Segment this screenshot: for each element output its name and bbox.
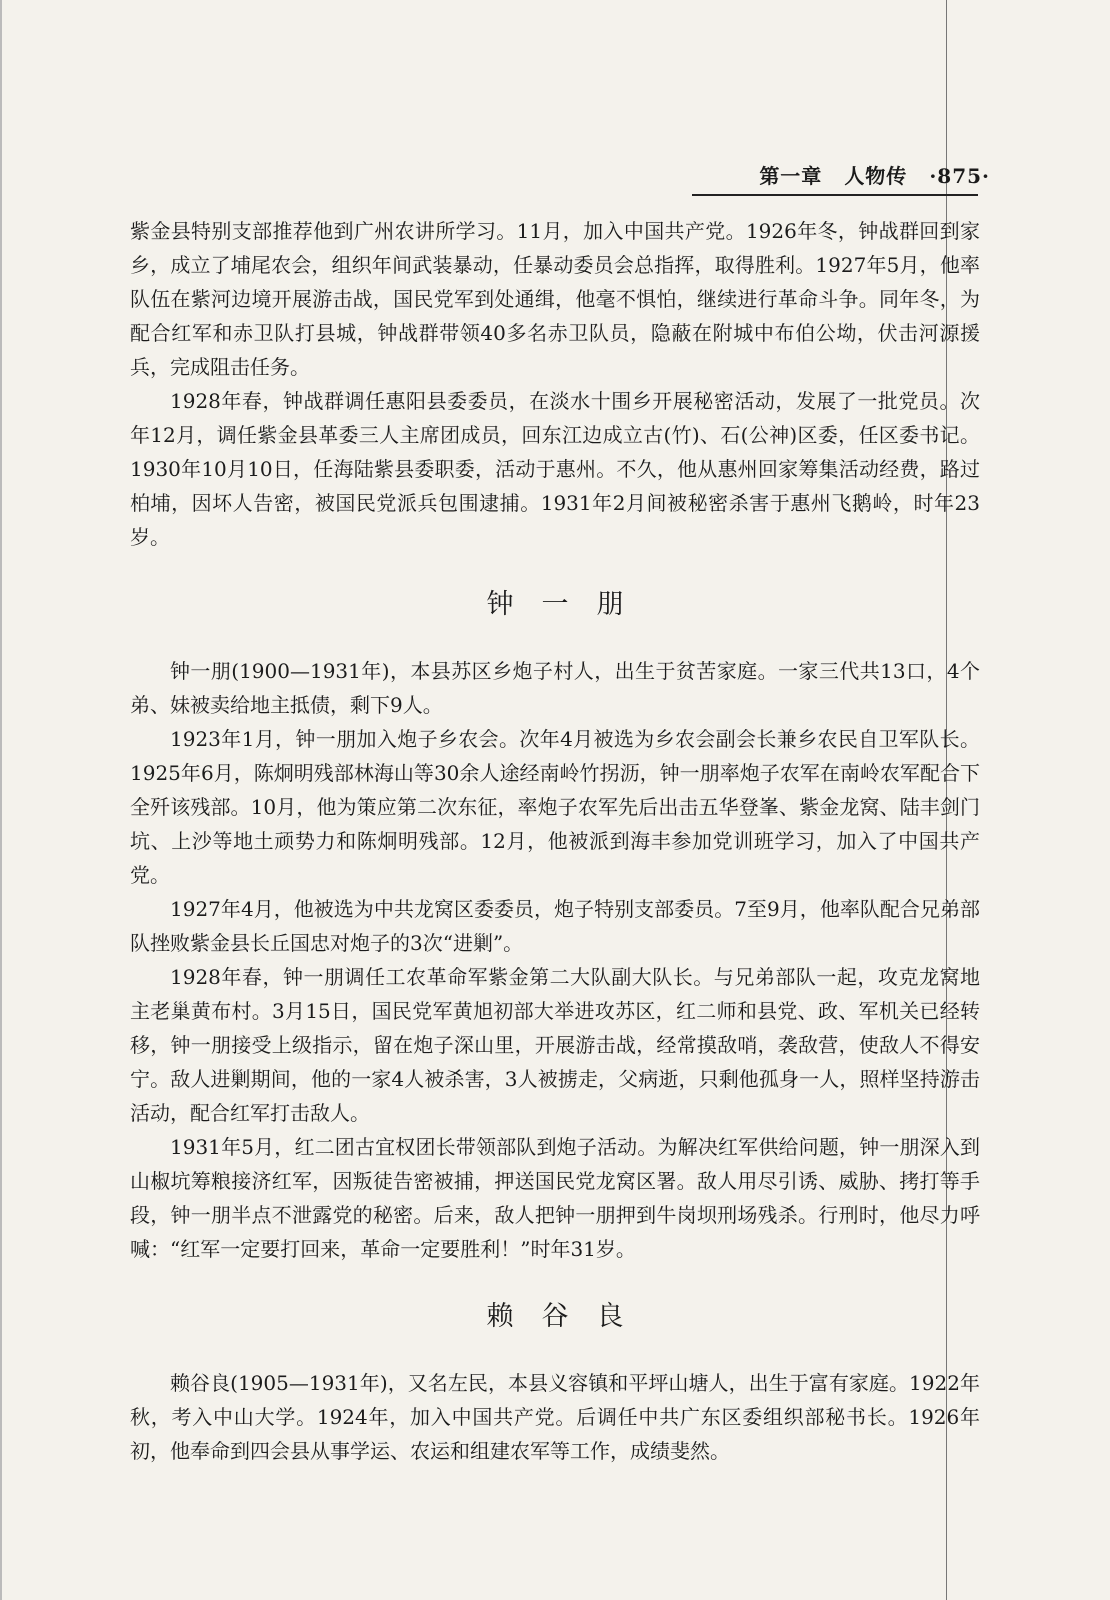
paragraph: 赖谷良(1905—1931年)，又名左民，本县义容镇和平坪山塘人，出生于富有家庭。1922年秋，考入中山大学。1924年，加入中国共产党。后调任中共广东区委组织部秘书长。1926年初，他奉命到四会县从事学运、农运和组建农军等工作，成绩斐然。 [130, 1371, 980, 1463]
biography-heading-lai-guliang: 赖谷良 [486, 1301, 652, 1332]
paragraph: 1928年春，钟一朋调任工农革命军紫金第二大队副大队长。与兄弟部队一起，攻克龙窝地主老巢黄布村。3月15日，国民党军黄旭初部大举进攻苏区，红二师和县党、政、军机关已经转移，钟一朋接受上级指示，留在炮子深山里，开展游击战，经常摸敌哨，袭敌营，使敌人不得安宁。敌人进剿期间，他的一家4人被杀害，3人被掳走，父病逝，只剩他孤身一人，照样坚持游击活动，配合红军打击敌人。 [130, 965, 980, 1125]
paragraph: 1928年春，钟战群调任惠阳县委委员，在淡水十围乡开展秘密活动，发展了一批党员。次年12月，调任紫金县革委三人主席团成员，回东江边成立古(竹)、石(公神)区委，任区委书记。1930年10月10日，任海陆紫县委职委，活动于惠州。不久，他从惠州回家筹集活动经费，路过柏埔，因坏人告密，被国民党派兵包围逮捕。1931年2月间被秘密杀害于惠州飞鹅岭，时年23岁。 [130, 389, 980, 549]
page-number: ·875· [929, 164, 990, 188]
paragraph: 1923年1月，钟一朋加入炮子乡农会。次年4月被选为乡农会副会长兼乡农民自卫军队长。1925年6月，陈炯明残部林海山等30余人途经南岭竹拐沥，钟一朋率炮子农军在南岭农军配合下全歼该残部。10月，他为策应第二次东征，率炮子农军先后出击五华登峯、紫金龙窝、陆丰剑门坑、上沙等地土顽势力和陈炯明残部。12月，他被派到海丰参加党训班学习，加入了中国共产党。 [130, 727, 980, 887]
chapter-label: 第一章 [759, 164, 823, 188]
paragraph: 1931年5月，红二团古宜权团长带领部队到炮子活动。为解决红军供给问题，钟一朋深入到山椒坑筹粮接济红军，因叛徒告密被捕，押送国民党龙窝区署。敌人用尽引诱、威胁、拷打等手段，钟一朋半点不泄露党的秘密。后来，敌人把钟一朋押到牛岗坝刑场残杀。行刑时，他尽力呼喊：“红军一定要打回来，革命一定要胜利！”时年31岁。 [130, 1135, 980, 1261]
biography-heading-zhong-yipeng: 钟一朋 [486, 589, 652, 620]
paragraph: 钟一朋(1900—1931年)，本县苏区乡炮子村人，出生于贫苦家庭。一家三代共13口，4个弟、妹被卖给地主抵债，剩下9人。 [130, 659, 980, 717]
paragraph: 1927年4月，他被选为中共龙窝区委委员，炮子特别支部委员。7至9月，他率队配合兄弟部队挫败紫金县长丘国忠对炮子的3次“进剿”。 [130, 897, 980, 955]
section-label: 人物传 [844, 164, 908, 188]
running-header [759, 160, 990, 189]
page-edge-shadow [0, 0, 2, 1600]
header-rule [692, 194, 978, 196]
paragraph: 紫金县特别支部推荐他到广州农讲所学习。11月，加入中国共产党。1926年冬，钟战群回到家乡，成立了埔尾农会，组织年间武装暴动，任暴动委员会总指挥，取得胜利。1927年5月，他率队伍在紫河边境开展游击战，国民党军到处通缉，他毫不惧怕，继续进行革命斗争。同年冬，为配合红军和赤卫队打县城，钟战群带领40多名赤卫队员，隐蔽在附城中布伯公坳，伏击河源援兵，完成阻击任务。 [130, 219, 980, 379]
article-body [130, 214, 980, 1468]
